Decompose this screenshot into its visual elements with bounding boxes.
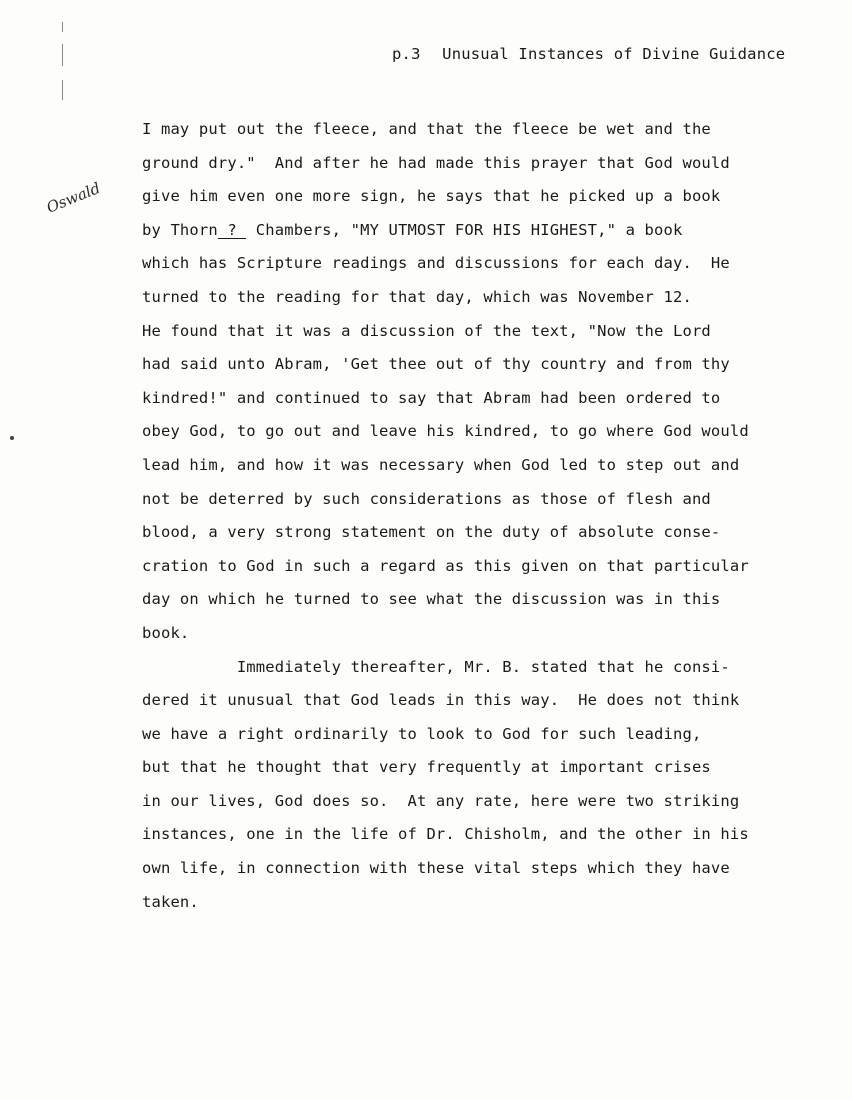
text-line: obey God, to go out and leave his kindred, to go where God would — [142, 422, 749, 441]
line-segment-before: by Thorn — [142, 220, 218, 239]
page-title: Unusual Instances of Divine Guidance — [442, 45, 786, 63]
margin-scratch-marks — [60, 22, 66, 102]
text-line: turned to the reading for that day, which was November 12. — [142, 287, 692, 306]
body-text — [142, 113, 832, 919]
text-line: but that he thought that very frequently at important crises — [142, 758, 711, 777]
line-segment-after: Chambers, "MY UTMOST FOR HIS HIGHEST," a book — [255, 220, 683, 239]
text-line-with-blank — [142, 214, 832, 248]
page-number: p.3 — [392, 45, 421, 63]
page-header — [392, 45, 785, 63]
text-line: ground dry." And after he had made this prayer that God would — [142, 153, 730, 172]
text-line: He found that it was a discussion of the text, "Now the Lord — [142, 321, 711, 340]
blank-fill-in: ? — [217, 220, 247, 239]
text-line: instances, one in the life of Dr. Chisholm, and the other in his — [142, 825, 749, 844]
text-line: which has Scripture readings and discussions for each day. He — [142, 254, 730, 273]
text-line: we have a right ordinarily to look to God for such leading, — [142, 724, 702, 743]
text-line: in our lives, God does so. At any rate, here were two striking — [142, 791, 740, 810]
text-line: taken. — [142, 892, 199, 911]
text-line: cration to God in such a regard as this given on that particular — [142, 556, 749, 575]
text-line: own life, in connection with these vital steps which they have — [142, 859, 730, 878]
text-line: lead him, and how it was necessary when God led to step out and — [142, 455, 740, 474]
text-line: dered it unusual that God leads in this way. He does not think — [142, 691, 740, 710]
text-line: Immediately thereafter, Mr. B. stated that he consi- — [142, 657, 730, 676]
text-line: day on which he turned to see what the discussion was in this — [142, 590, 721, 609]
text-line: not be deterred by such considerations as those of flesh and — [142, 489, 711, 508]
text-line: had said unto Abram, 'Get thee out of thy country and from thy — [142, 355, 730, 374]
stray-ink-dot — [10, 436, 14, 440]
text-line: blood, a very strong statement on the duty of absolute conse- — [142, 523, 721, 542]
handwritten-margin-note: Oswald — [44, 178, 103, 217]
text-line: kindred!" and continued to say that Abram had been ordered to — [142, 388, 721, 407]
text-line: give him even one more sign, he says that he picked up a book — [142, 187, 721, 206]
text-line: book. — [142, 623, 190, 642]
text-line: I may put out the fleece, and that the fleece be wet and the — [142, 120, 711, 138]
